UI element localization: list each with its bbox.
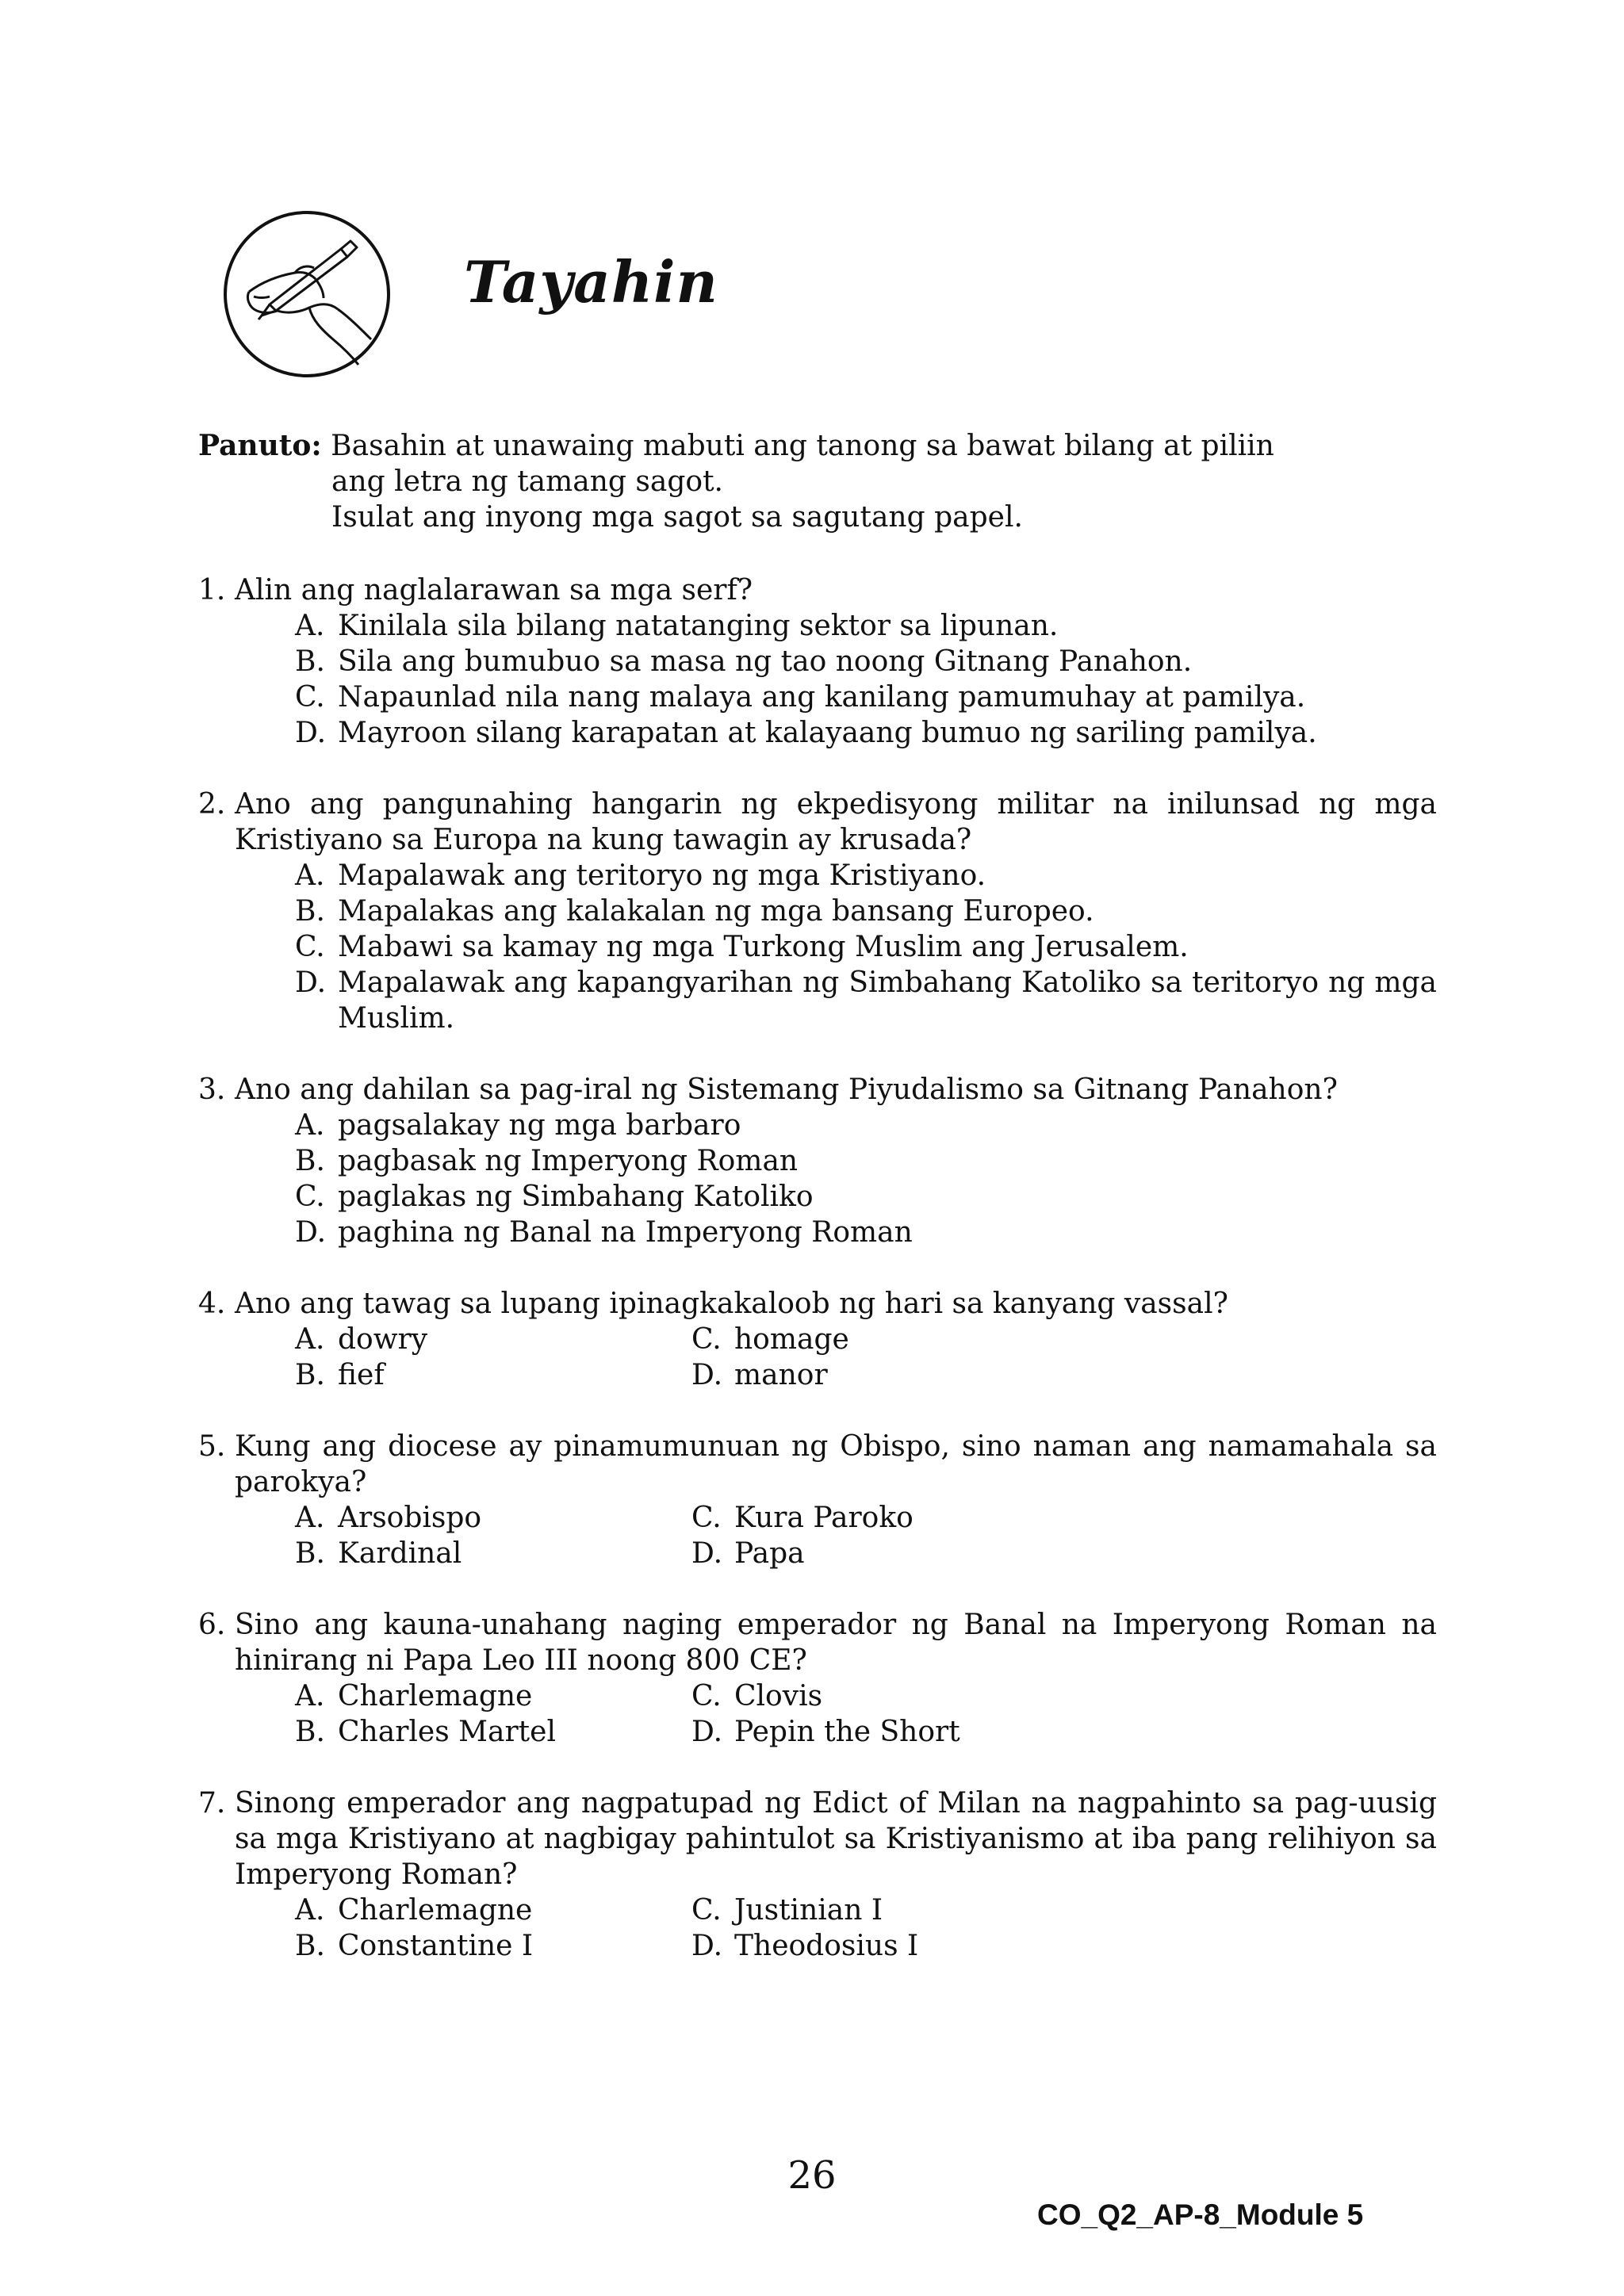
directions-label: Panuto:: [198, 429, 322, 462]
question-number: 3.: [198, 1073, 226, 1106]
choice-letter: A.: [295, 1323, 325, 1356]
choice-text: Mabawi sa kamay ng mga Turkong Muslim ang Jerusalem.: [338, 931, 1189, 963]
choice-text: Mapalakas ang kalakalan ng mga bansang Europeo.: [338, 895, 1094, 928]
question-text: Alin ang naglalarawan sa mga serf?: [235, 574, 753, 607]
choice-letter: D.: [295, 966, 327, 999]
choice-letter: D.: [691, 1537, 723, 1570]
choice-text: Papa: [734, 1537, 805, 1570]
choice-text: Justinian I: [734, 1894, 883, 1927]
module-code: CO_Q2_AP-8_Module 5: [1037, 2198, 1364, 2231]
choice-text: homage: [734, 1323, 849, 1356]
choice-letter: D.: [295, 717, 327, 749]
choice-letter: D.: [295, 1216, 327, 1249]
choice-letter: A.: [295, 610, 325, 642]
choice-letter: C.: [295, 1181, 325, 1213]
choice-a: [295, 1892, 691, 1928]
directions-line-2: ang letra ng tamang sagot.: [331, 465, 723, 498]
choice-d: [295, 965, 1437, 1036]
page-number: 26: [787, 2153, 837, 2198]
choice-d: [691, 1714, 1088, 1750]
choice-text: Mapalawak ang kapangyarihan ng Simbahang Katoliko sa teritoryo ng mga Muslim.: [338, 966, 1437, 1035]
choice-letter: A.: [295, 859, 325, 892]
choice-b: [295, 1928, 691, 1964]
choice-text: Kardinal: [338, 1537, 462, 1570]
choice-text: Kinilala sila bilang natatanging sektor sa lipunan.: [338, 610, 1059, 642]
choice-text: pagsalakay ng mga barbaro: [338, 1109, 741, 1142]
choice-b: [295, 1357, 691, 1393]
question-number: 6.: [198, 1609, 226, 1641]
question-text: Ano ang pangunahing hangarin ng ekpedisyong militar na inilunsad ng mga Kristiyano sa Europa na kung tawagin ay krusada?: [235, 788, 1437, 856]
choice-a: [295, 608, 1437, 644]
question-6: [198, 1607, 1437, 1750]
choice-text: dowry: [338, 1323, 428, 1356]
choice-letter: B.: [295, 1930, 325, 1962]
choice-c: [295, 679, 1437, 715]
choice-c: [691, 1892, 1088, 1928]
choice-letter: A.: [295, 1502, 325, 1534]
choice-letter: B.: [295, 1716, 325, 1748]
choice-d: [691, 1928, 1088, 1964]
choice-a: [295, 1678, 691, 1714]
choice-text: Mayroon silang karapatan at kalayaang bumuo ng sariling pamilya.: [338, 717, 1317, 749]
choice-text: Arsobispo: [338, 1502, 482, 1534]
choice-letter: B.: [295, 1145, 325, 1177]
choice-letter: A.: [295, 1109, 325, 1142]
question-3: [198, 1072, 1437, 1250]
choice-text: Pepin the Short: [734, 1716, 960, 1748]
question-text: Sino ang kauna-unahang naging emperador ng Banal na Imperyong Roman na hinirang ni Papa Leo III noong 800 CE?: [235, 1609, 1437, 1677]
choice-d: [295, 715, 1437, 751]
choice-letter: C.: [295, 931, 325, 963]
question-number: 2.: [198, 788, 226, 821]
choice-letter: C.: [691, 1502, 722, 1534]
choice-c: [295, 929, 1437, 965]
choice-letter: D.: [691, 1930, 723, 1962]
choice-text: Constantine I: [338, 1930, 534, 1962]
hand-writing-pencil-icon: [222, 209, 392, 379]
choice-d: [295, 1215, 1437, 1250]
choice-letter: A.: [295, 1680, 325, 1712]
choice-letter: A.: [295, 1894, 325, 1927]
choice-letter: C.: [295, 681, 325, 714]
choice-a: [295, 1322, 691, 1357]
choice-text: manor: [734, 1359, 828, 1391]
choice-c: [691, 1678, 1088, 1714]
choice-letter: B.: [295, 1359, 325, 1391]
choice-letter: C.: [691, 1680, 722, 1712]
choice-d: [691, 1357, 1088, 1393]
choice-d: [691, 1536, 1088, 1571]
choice-text: fief: [338, 1359, 385, 1391]
directions: [198, 428, 1435, 535]
directions-line-1: Basahin at unawaing mabuti ang tanong sa bawat bilang at piliin: [331, 430, 1274, 462]
question-5: [198, 1429, 1437, 1571]
choice-letter: B.: [295, 895, 325, 928]
question-number: 1.: [198, 574, 226, 607]
question-text: Ano ang tawag sa lupang ipinagkakaloob ng hari sa kanyang vassal?: [235, 1288, 1228, 1320]
choice-letter: C.: [691, 1894, 722, 1927]
choice-text: paghina ng Banal na Imperyong Roman: [338, 1216, 913, 1249]
choice-letter: B.: [295, 645, 325, 678]
choice-text: pagbasak ng Imperyong Roman: [338, 1145, 799, 1177]
choice-text: Kura Paroko: [734, 1502, 914, 1534]
choice-a: [295, 1500, 691, 1536]
choice-text: Charlemagne: [338, 1680, 533, 1712]
choice-c: [691, 1500, 1088, 1536]
choice-text: Napaunlad nila nang malaya ang kanilang pamumuhay at pamilya.: [338, 681, 1306, 714]
choice-text: Sila ang bumubuo sa masa ng tao noong Gitnang Panahon.: [338, 645, 1193, 678]
question-number: 7.: [198, 1787, 226, 1820]
question-7: [198, 1785, 1437, 1964]
choice-c: [295, 1179, 1437, 1215]
question-number: 4.: [198, 1288, 226, 1320]
choice-text: Mapalawak ang teritoryo ng mga Kristiyano.: [338, 859, 986, 892]
choice-letter: D.: [691, 1716, 723, 1748]
choice-text: paglakas ng Simbahang Katoliko: [338, 1181, 814, 1213]
choice-text: Charles Martel: [338, 1716, 556, 1748]
question-4: [198, 1286, 1437, 1393]
question-1: [198, 572, 1437, 751]
directions-line-3: Isulat ang inyong mga sagot sa sagutang papel.: [331, 501, 1023, 534]
choice-text: Clovis: [734, 1680, 823, 1712]
choice-a: [295, 1108, 1437, 1143]
choice-b: [295, 894, 1437, 929]
choice-letter: C.: [691, 1323, 722, 1356]
choice-b: [295, 644, 1437, 679]
choice-a: [295, 858, 1437, 894]
section-title: Tayahin: [464, 248, 718, 316]
choice-letter: B.: [295, 1537, 325, 1570]
choice-text: Theodosius I: [734, 1930, 919, 1962]
choice-b: [295, 1536, 691, 1571]
question-text: Kung ang diocese ay pinamumunuan ng Obispo, sino naman ang namamahala sa parokya?: [235, 1430, 1437, 1498]
question-list: [198, 572, 1437, 1999]
question-number: 5.: [198, 1430, 226, 1463]
choice-letter: D.: [691, 1359, 723, 1391]
question-2: [198, 786, 1437, 1036]
question-text: Ano ang dahilan sa pag-iral ng Sistemang Piyudalismo sa Gitnang Panahon?: [235, 1073, 1338, 1106]
choice-c: [691, 1322, 1088, 1357]
choice-text: Charlemagne: [338, 1894, 533, 1927]
choice-b: [295, 1143, 1437, 1179]
question-text: Sinong emperador ang nagpatupad ng Edict of Milan na nagpahinto sa pag-uusig sa mga Kristiyano at nagbigay pahintulot sa Kristiyanismo at iba pang relihiyon sa Imperyong Roman?: [235, 1787, 1437, 1891]
choice-b: [295, 1714, 691, 1750]
